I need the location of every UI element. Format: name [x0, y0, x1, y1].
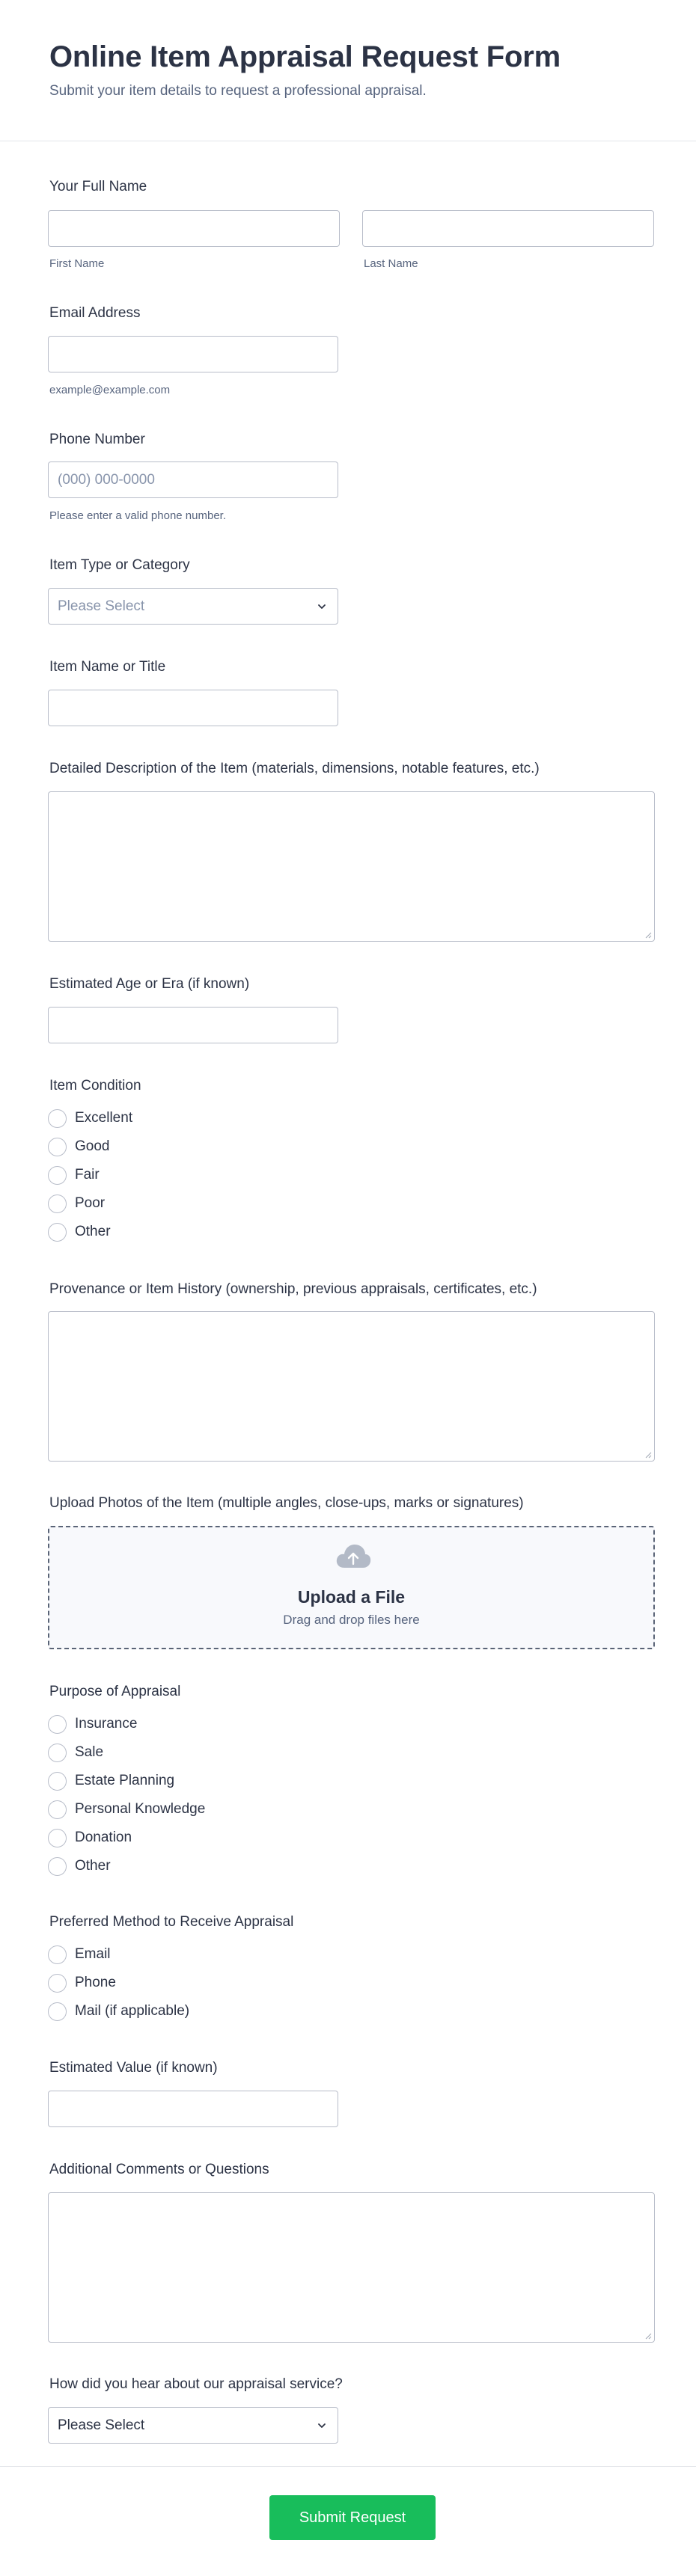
form-header	[0, 0, 696, 141]
comments-label	[49, 2161, 269, 2179]
method-label	[49, 1913, 293, 1931]
chevron-down-icon	[317, 2420, 327, 2431]
email-label-text: Email Address	[49, 305, 141, 321]
email-sublabel: example@example.com	[49, 384, 171, 396]
provenance-label-text: Provenance or Item History (ownership, previous appraisals, certificates, etc.)	[49, 1281, 537, 1297]
upload-title: Upload a File	[297, 1587, 406, 1607]
purpose-option-label: Personal Knowledge	[75, 1801, 206, 1817]
submit-button-label: Submit Request	[299, 2509, 406, 2526]
item-name-input[interactable]	[48, 690, 338, 726]
phone-input[interactable]	[48, 461, 338, 498]
email-field[interactable]	[48, 336, 338, 372]
description-label	[49, 760, 540, 778]
cloud-upload-icon	[335, 1542, 372, 1571]
radio-circle[interactable]	[48, 1829, 67, 1847]
purpose-option-insurance[interactable]	[48, 1714, 137, 1734]
phone-label	[49, 431, 145, 449]
file-upload-dropzone[interactable]	[48, 1526, 655, 1649]
footer-divider	[0, 2466, 696, 2467]
phone-placeholder: (000) 000-0000	[58, 471, 155, 488]
first-name-input[interactable]	[48, 210, 340, 247]
purpose-label-text: Purpose of Appraisal	[49, 1684, 181, 1699]
radio-circle[interactable]	[48, 1715, 67, 1734]
item-type-selected: Please Select	[58, 598, 145, 614]
purpose-label	[49, 1683, 180, 1701]
item-name-label	[49, 658, 165, 676]
referral-select[interactable]	[48, 2407, 338, 2444]
item-type-select[interactable]	[48, 588, 338, 625]
resize-grip-icon[interactable]	[645, 1452, 652, 1459]
estimated-value-input[interactable]	[48, 2091, 338, 2127]
purpose-option-other[interactable]	[48, 1856, 111, 1876]
age-label-text: Estimated Age or Era (if known)	[49, 976, 250, 992]
radio-circle[interactable]	[48, 1772, 67, 1791]
method-option-label: Mail (if applicable)	[75, 2003, 190, 2019]
referral-label-text: How did you hear about our appraisal service?	[49, 2376, 343, 2392]
radio-circle[interactable]	[48, 1974, 67, 1993]
radio-circle[interactable]	[48, 1109, 67, 1128]
radio-circle[interactable]	[48, 1223, 67, 1242]
radio-circle[interactable]	[48, 1195, 67, 1213]
submit-button[interactable]	[269, 2495, 436, 2540]
purpose-option-sale[interactable]	[48, 1743, 103, 1762]
phone-label-text: Phone Number	[49, 432, 145, 447]
referral-label	[49, 2376, 343, 2393]
condition-option-good[interactable]	[48, 1137, 109, 1156]
method-option-email[interactable]	[48, 1945, 111, 1964]
value-label	[49, 2059, 218, 2077]
radio-circle[interactable]	[48, 1945, 67, 1964]
condition-option-excellent[interactable]	[48, 1108, 132, 1128]
last-name-input[interactable]	[362, 210, 654, 247]
form-title: Online Item Appraisal Request Form	[49, 40, 561, 73]
purpose-option-label: Sale	[75, 1744, 104, 1760]
upload-hint: Drag and drop files here	[283, 1613, 420, 1627]
method-option-label: Phone	[75, 1975, 116, 1990]
provenance-textarea[interactable]	[48, 1311, 655, 1462]
provenance-label	[49, 1281, 537, 1298]
full-name-label	[49, 178, 147, 196]
condition-option-label: Good	[75, 1138, 110, 1154]
purpose-option-donation[interactable]	[48, 1828, 132, 1847]
radio-circle[interactable]	[48, 1166, 67, 1185]
purpose-option-label: Estate Planning	[75, 1773, 175, 1788]
referral-selected: Please Select	[58, 2417, 145, 2433]
photos-label	[49, 1494, 524, 1512]
condition-option-poor[interactable]	[48, 1194, 105, 1213]
radio-circle[interactable]	[48, 1744, 67, 1762]
age-label	[49, 975, 249, 993]
description-label-text: Detailed Description of the Item (materials, dimensions, notable features, etc.)	[49, 761, 540, 776]
radio-circle[interactable]	[48, 1857, 67, 1876]
purpose-option-label: Other	[75, 1858, 111, 1874]
condition-option-label: Other	[75, 1224, 111, 1239]
purpose-option-estate-planning[interactable]	[48, 1771, 174, 1791]
purpose-option-label: Donation	[75, 1830, 132, 1845]
phone-sublabel: Please enter a valid phone number.	[49, 509, 226, 522]
comments-label-text: Additional Comments or Questions	[49, 2162, 269, 2177]
full-name-label-text: Your Full Name	[49, 179, 147, 194]
condition-option-label: Poor	[75, 1195, 106, 1211]
item-type-label	[49, 556, 190, 574]
method-label-text: Preferred Method to Receive Appraisal	[49, 1914, 294, 1930]
purpose-option-personal-knowledge[interactable]	[48, 1800, 205, 1819]
condition-option-label: Excellent	[75, 1110, 133, 1126]
method-option-phone[interactable]	[48, 1973, 116, 1993]
description-textarea[interactable]	[48, 791, 655, 942]
value-label-text: Estimated Value (if known)	[49, 2060, 218, 2076]
condition-label-text: Item Condition	[49, 1078, 141, 1094]
radio-circle[interactable]	[48, 2002, 67, 2021]
comments-textarea[interactable]	[48, 2192, 655, 2343]
age-input[interactable]	[48, 1007, 338, 1043]
email-label	[49, 304, 140, 322]
condition-option-fair[interactable]	[48, 1165, 100, 1185]
method-option-label: Email	[75, 1946, 111, 1962]
form-subtitle: Submit your item details to request a professional appraisal.	[49, 83, 427, 99]
radio-circle[interactable]	[48, 1800, 67, 1819]
item-name-label-text: Item Name or Title	[49, 659, 166, 675]
last-name-sublabel: Last Name	[364, 257, 418, 270]
condition-option-label: Fair	[75, 1167, 100, 1183]
resize-grip-icon[interactable]	[645, 2333, 652, 2340]
photos-label-text: Upload Photos of the Item (multiple angles, close-ups, marks or signatures)	[49, 1495, 524, 1511]
radio-circle[interactable]	[48, 1138, 67, 1156]
condition-option-other[interactable]	[48, 1222, 111, 1242]
method-option-mail[interactable]	[48, 2002, 189, 2021]
condition-label	[49, 1077, 141, 1095]
resize-grip-icon[interactable]	[645, 932, 652, 939]
item-type-label-text: Item Type or Category	[49, 557, 190, 573]
purpose-option-label: Insurance	[75, 1716, 138, 1732]
first-name-sublabel: First Name	[49, 257, 105, 270]
chevron-down-icon	[317, 601, 327, 612]
